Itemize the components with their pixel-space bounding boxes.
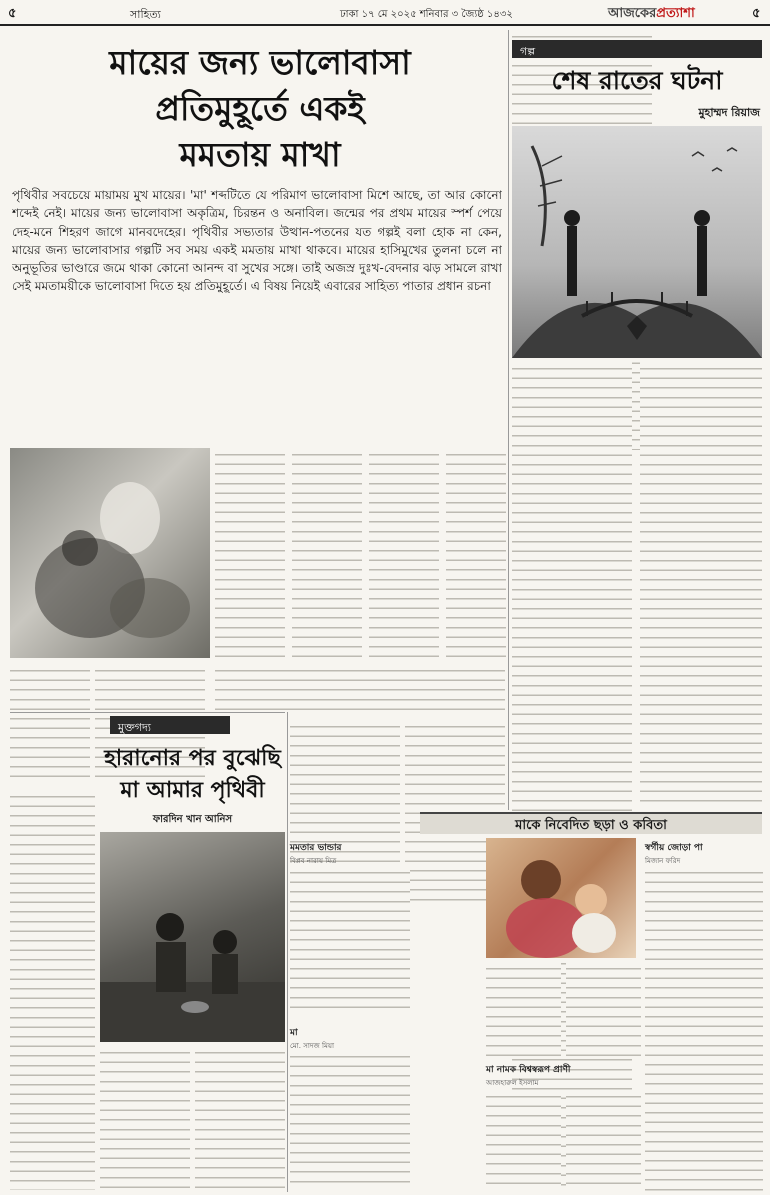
mother-baby-illustration bbox=[486, 838, 636, 958]
lead-column-1b bbox=[10, 664, 90, 784]
prose-divider bbox=[10, 712, 285, 713]
section-name: সাহিত্য bbox=[130, 8, 161, 21]
poem-body-4 bbox=[486, 1090, 561, 1190]
poem-author-3: মো. সাদজ মিয়া bbox=[290, 1042, 335, 1050]
poem-body-4b bbox=[566, 1090, 641, 1190]
page-number-right: ৫ bbox=[752, 6, 761, 21]
lead-column-2 bbox=[292, 448, 362, 658]
prose-author: ফারদিন খান আনিস bbox=[152, 814, 233, 825]
story-author: মুহাম্মদ রিয়াজ bbox=[698, 106, 760, 119]
column-divider-right bbox=[508, 30, 509, 810]
newspaper-logo bbox=[608, 4, 695, 25]
logo-part-a: আজকের bbox=[608, 6, 657, 21]
poem-author-4: আজহারুল ইসলাম bbox=[486, 1079, 539, 1087]
prose-label bbox=[110, 716, 230, 734]
poem-body-1b bbox=[486, 962, 561, 1057]
lead-title-line-3: মমতায় মাখা bbox=[179, 135, 341, 174]
prose-column-1 bbox=[10, 790, 95, 1190]
poem-title-3: মা bbox=[290, 1028, 298, 1038]
prose-column-3 bbox=[195, 1046, 285, 1192]
poem-title-4: মা নামক বিশ্বস্বরূপ প্রাণী bbox=[486, 1065, 571, 1075]
story-title: শেষ রাতের ঘটনা bbox=[551, 66, 723, 95]
prose-photo bbox=[100, 832, 285, 1042]
page-number-left: ৫ bbox=[8, 6, 17, 21]
logo-part-b: প্রত্যাশা bbox=[656, 6, 695, 21]
issue-date: ঢাকা ১৭ মে ২০২৫ শনিবার ৩ জ্যৈষ্ঠ ১৪৩২ bbox=[340, 9, 513, 20]
page-header bbox=[0, 0, 770, 26]
story-label-text: গল্প bbox=[520, 45, 536, 58]
lead-column-1 bbox=[215, 448, 285, 658]
poem-item-2 bbox=[645, 840, 765, 867]
poems-banner bbox=[420, 812, 762, 834]
poem-item-1 bbox=[290, 840, 410, 867]
poem-title-2: স্বর্গীয় জোড়া পা bbox=[645, 843, 703, 853]
lead-intro: পৃথিবীর সবচেয়ে মায়াময় মুখ মায়ের। 'মা' শব্দটিতে যে পরিমাণ ভালোবাসা মিশে আছে, তা আর কোনো শব্দেই নেই। মায়ের জন্য ভালোবাসা অকৃত্রিম, চিরন্তন ও অনাবিল। জন্মের পর প্রথম মায়ের স্পর্শ পেয়ে দেহ-মনে শিহরণ জাগে মানবদেহের। পৃথিবীর সভ্যতার উত্থান-পতনের যত গল্পই বলা হোক না কেন, মায়ের জন্য ভালোবাসার গল্পটি সব সময় একই মমতায় মাখা থাকবে। মায়ের হাসিমুখের তুলনা চলে না অনুভূতির ভাণ্ডারে জমে থাকা কোনো আনন্দ বা সুখের সঙ্গে। তাই অজস্র দুঃখ-বেদনার ঝড় সামলে রাখা সেই মমতাময়ীকে ভালোবাসা দিতে হয় প্রতিমুহূর্তে। এ বিষয় নিয়েই এবারের সাহিত্য পাতার প্রধান রচনা bbox=[12, 188, 502, 294]
prose-title-line-1: হারানোর পর বুঝেছি bbox=[104, 745, 281, 771]
lead-column-tail bbox=[215, 664, 505, 710]
poem-author-1: বিপ্লব নারায় মিত্র bbox=[290, 857, 337, 865]
story-photo bbox=[512, 126, 762, 358]
lead-title bbox=[10, 40, 510, 178]
prose-title-line-2: মা আমার পৃথিবী bbox=[120, 777, 265, 803]
poem-author-2: মিজান ফরিদ bbox=[645, 857, 681, 865]
poem-item-4 bbox=[486, 1062, 641, 1089]
mother-child-illustration bbox=[10, 448, 210, 658]
children-street-illustration bbox=[100, 832, 285, 1042]
lead-title-line-2: প্রতিমুহূর্তে একই bbox=[155, 89, 365, 128]
story-label bbox=[512, 40, 762, 58]
poems-photo bbox=[486, 838, 636, 958]
column-divider-mid bbox=[287, 712, 288, 1192]
prose-label-text: মুক্তগদ্য bbox=[118, 721, 151, 734]
story-column-2 bbox=[640, 362, 762, 807]
poem-body-1c bbox=[566, 962, 641, 1057]
couple-bridge-illustration bbox=[512, 126, 762, 358]
lead-title-line-1: মায়ের জন্য ভালোবাসা bbox=[109, 43, 411, 82]
prose-column-2 bbox=[100, 1046, 190, 1192]
poem-title-1: মমতার ভান্ডার bbox=[290, 843, 342, 853]
poems-banner-text: মাকে নিবেদিত ছড়া ও কবিতা bbox=[515, 818, 667, 833]
lead-column-3 bbox=[369, 448, 439, 658]
poem-item-3 bbox=[290, 1025, 410, 1052]
poem-body-3 bbox=[290, 1050, 410, 1190]
poem-body-2 bbox=[645, 866, 763, 1192]
poem-body-1 bbox=[290, 866, 410, 1016]
prose-title bbox=[100, 742, 285, 806]
lead-photo bbox=[10, 448, 210, 658]
lead-column-4 bbox=[446, 448, 506, 658]
